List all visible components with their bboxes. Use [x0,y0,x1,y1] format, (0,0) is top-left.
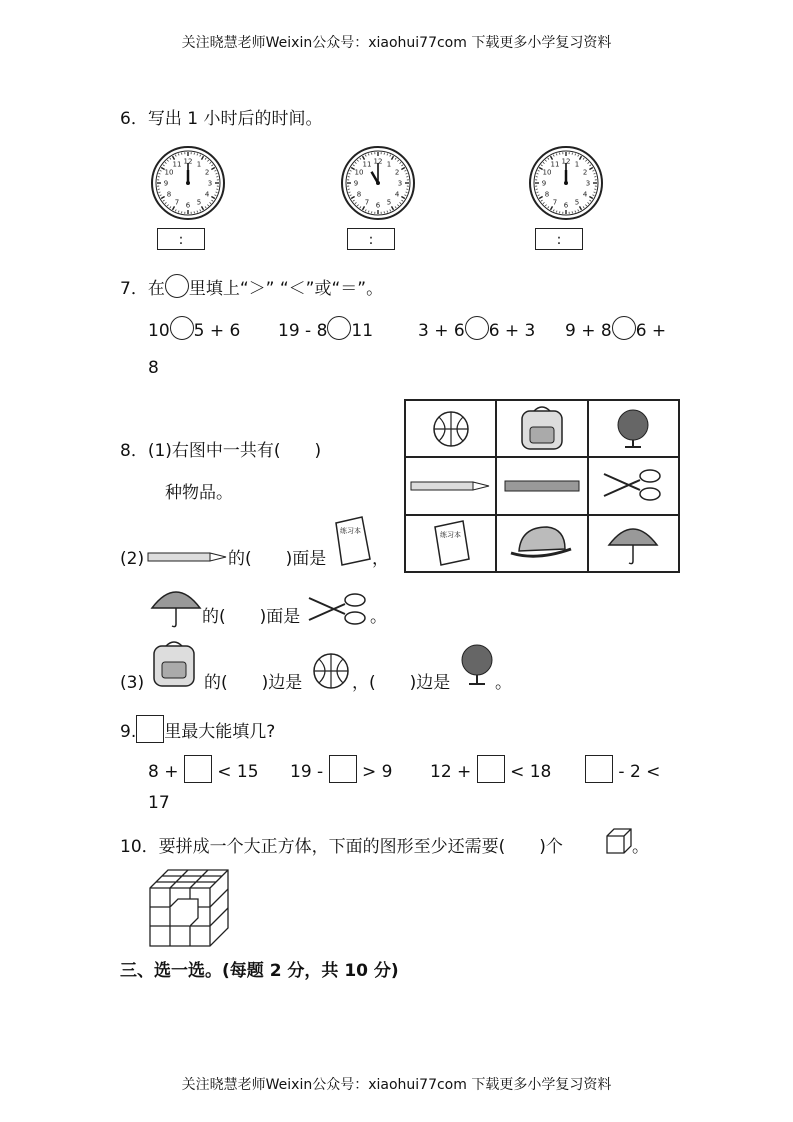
umbrella-icon [148,582,204,630]
svg-text:1: 1 [196,160,202,169]
q8-part2-prefix: (2) [120,549,145,569]
section3-title: 三、选一选。(每题 2 分，共 10 分) [120,961,399,981]
q9-item-2: 19 - > 9 [290,755,392,783]
cap-icon [507,523,577,563]
answer-circle-icon [165,274,189,298]
q7-answer-circle-1[interactable] [170,316,194,340]
globe-icon [455,640,499,690]
svg-text:3: 3 [207,179,213,188]
svg-text:6: 6 [185,201,191,210]
notebook-icon [330,515,374,567]
q8-part2b-end: 。 [370,607,387,627]
grid-cell-pencil [405,457,496,514]
q9-answer-box-4[interactable] [585,755,613,783]
page-footer: 关注晓慧老师Weixin公众号：xiaohui77com 下载更多小学复习资料 [181,1077,612,1093]
q7-answer-circle-2[interactable] [327,316,351,340]
q9-answer-box-2[interactable] [329,755,357,783]
svg-text:7: 7 [364,198,370,207]
backpack-icon [512,405,572,453]
svg-text:7: 7 [552,198,558,207]
svg-text:2: 2 [394,168,400,177]
answer-box-icon [136,715,164,743]
svg-text:10: 10 [542,168,552,177]
svg-text:8: 8 [166,190,172,199]
svg-text:4: 4 [204,190,210,199]
svg-text:4: 4 [394,190,400,199]
svg-text:11: 11 [172,160,182,169]
svg-text:1: 1 [574,160,580,169]
svg-text:10: 10 [164,168,174,177]
time-answer-box-1[interactable]: : [157,228,205,250]
q7-answer-circle-3[interactable] [465,316,489,340]
svg-text:11: 11 [362,160,372,169]
q9-item-1: 8 + < 15 [148,755,259,783]
clock-face-2 [340,145,416,221]
basketball-icon [431,409,471,449]
svg-text:3: 3 [585,179,591,188]
q7-item-1: 10 5 + 6 [148,316,240,342]
svg-text:4: 4 [582,190,588,199]
q8-part2b-text: 的( )面是 [202,607,301,627]
time-answer-box-3[interactable]: : [535,228,583,250]
svg-text:9: 9 [353,179,359,188]
scissors-icon [305,590,371,630]
svg-text:8: 8 [544,190,550,199]
q10-end: 。 [632,837,649,857]
notebook-icon [429,519,473,567]
grid-cell-globe [588,400,679,457]
svg-text:5: 5 [196,198,202,207]
svg-text:1: 1 [386,160,392,169]
backpack-icon [144,638,204,690]
umbrella-icon [605,519,661,567]
scissors-icon [600,466,666,506]
q7-item-3: 3 + 6 6 + 3 [418,316,535,342]
cube-icon [604,826,634,856]
svg-text:12: 12 [561,157,571,166]
q9-item-3: 12 + < 18 [430,755,551,783]
clock-face-1 [150,145,226,221]
svg-text:6: 6 [375,201,381,210]
svg-text:12: 12 [183,157,193,166]
q8-line2: 种物品。 [165,483,233,503]
q8-line1: 8．(1)右图中一共有( ) [120,441,322,461]
q10-title: 10．要拼成一个大正方体，下面的图形至少还需要( )个 [120,837,563,857]
svg-text:5: 5 [386,198,392,207]
q7-item-2: 19 - 8 11 [278,316,373,342]
grid-cell-ruler [496,457,587,514]
q8-part3-end: 。 [495,673,512,693]
cube-stack-figure [148,866,232,948]
svg-text:10: 10 [354,168,364,177]
ruler-icon [503,478,581,494]
q6-title: 6．写出 1 小时后的时间。 [120,109,323,129]
svg-text:3: 3 [397,179,403,188]
q9-answer-box-3[interactable] [477,755,505,783]
q9-answer-box-1[interactable] [184,755,212,783]
q8-part2-comma: ， [372,549,389,569]
svg-text:7: 7 [174,198,180,207]
page-header: 关注晓慧老师Weixin公众号：xiaohui77com 下载更多小学复习资料 [181,35,612,51]
clock-face-3 [528,145,604,221]
grid-cell-umbrella [588,515,679,572]
q8-part3-prefix: (3) [120,673,145,693]
grid-cell-backpack [496,400,587,457]
pencil-icon [409,478,493,494]
svg-text:11: 11 [550,160,560,169]
svg-text:9: 9 [541,179,547,188]
q9-title: 9. 里最大能填几? [120,715,275,743]
basketball-icon [311,651,351,691]
svg-text:6: 6 [563,201,569,210]
svg-text:2: 2 [204,168,210,177]
q7-wrap: 8 [148,358,159,378]
grid-cell-notebook [405,515,496,572]
svg-text:9: 9 [163,179,169,188]
q8-part3-text2: ，( )边是 [352,673,451,693]
globe-icon [611,405,655,453]
svg-text:12: 12 [373,157,383,166]
q8-part3-text: 的( )边是 [204,673,303,693]
q7-title: 7．在 里填上“＞” “＜”或“＝”。 [120,274,383,300]
items-grid [404,399,680,573]
grid-cell-cap [496,515,587,572]
q9-wrap: 17 [148,793,170,813]
svg-text:8: 8 [356,190,362,199]
q7-item-4: 9 + 8 6 + [565,316,666,342]
pencil-icon [146,549,230,565]
svg-text:练习本: 练习本 [340,527,361,535]
svg-text:练习本: 练习本 [439,531,461,540]
time-answer-box-2[interactable]: : [347,228,395,250]
q9-item-4: - 2 < [585,755,660,783]
svg-text:2: 2 [582,168,588,177]
grid-cell-basketball [405,400,496,457]
svg-text:5: 5 [574,198,580,207]
q8-part2-text: 的( )面是 [228,549,327,569]
q7-answer-circle-4[interactable] [612,316,636,340]
grid-cell-scissors [588,457,679,514]
